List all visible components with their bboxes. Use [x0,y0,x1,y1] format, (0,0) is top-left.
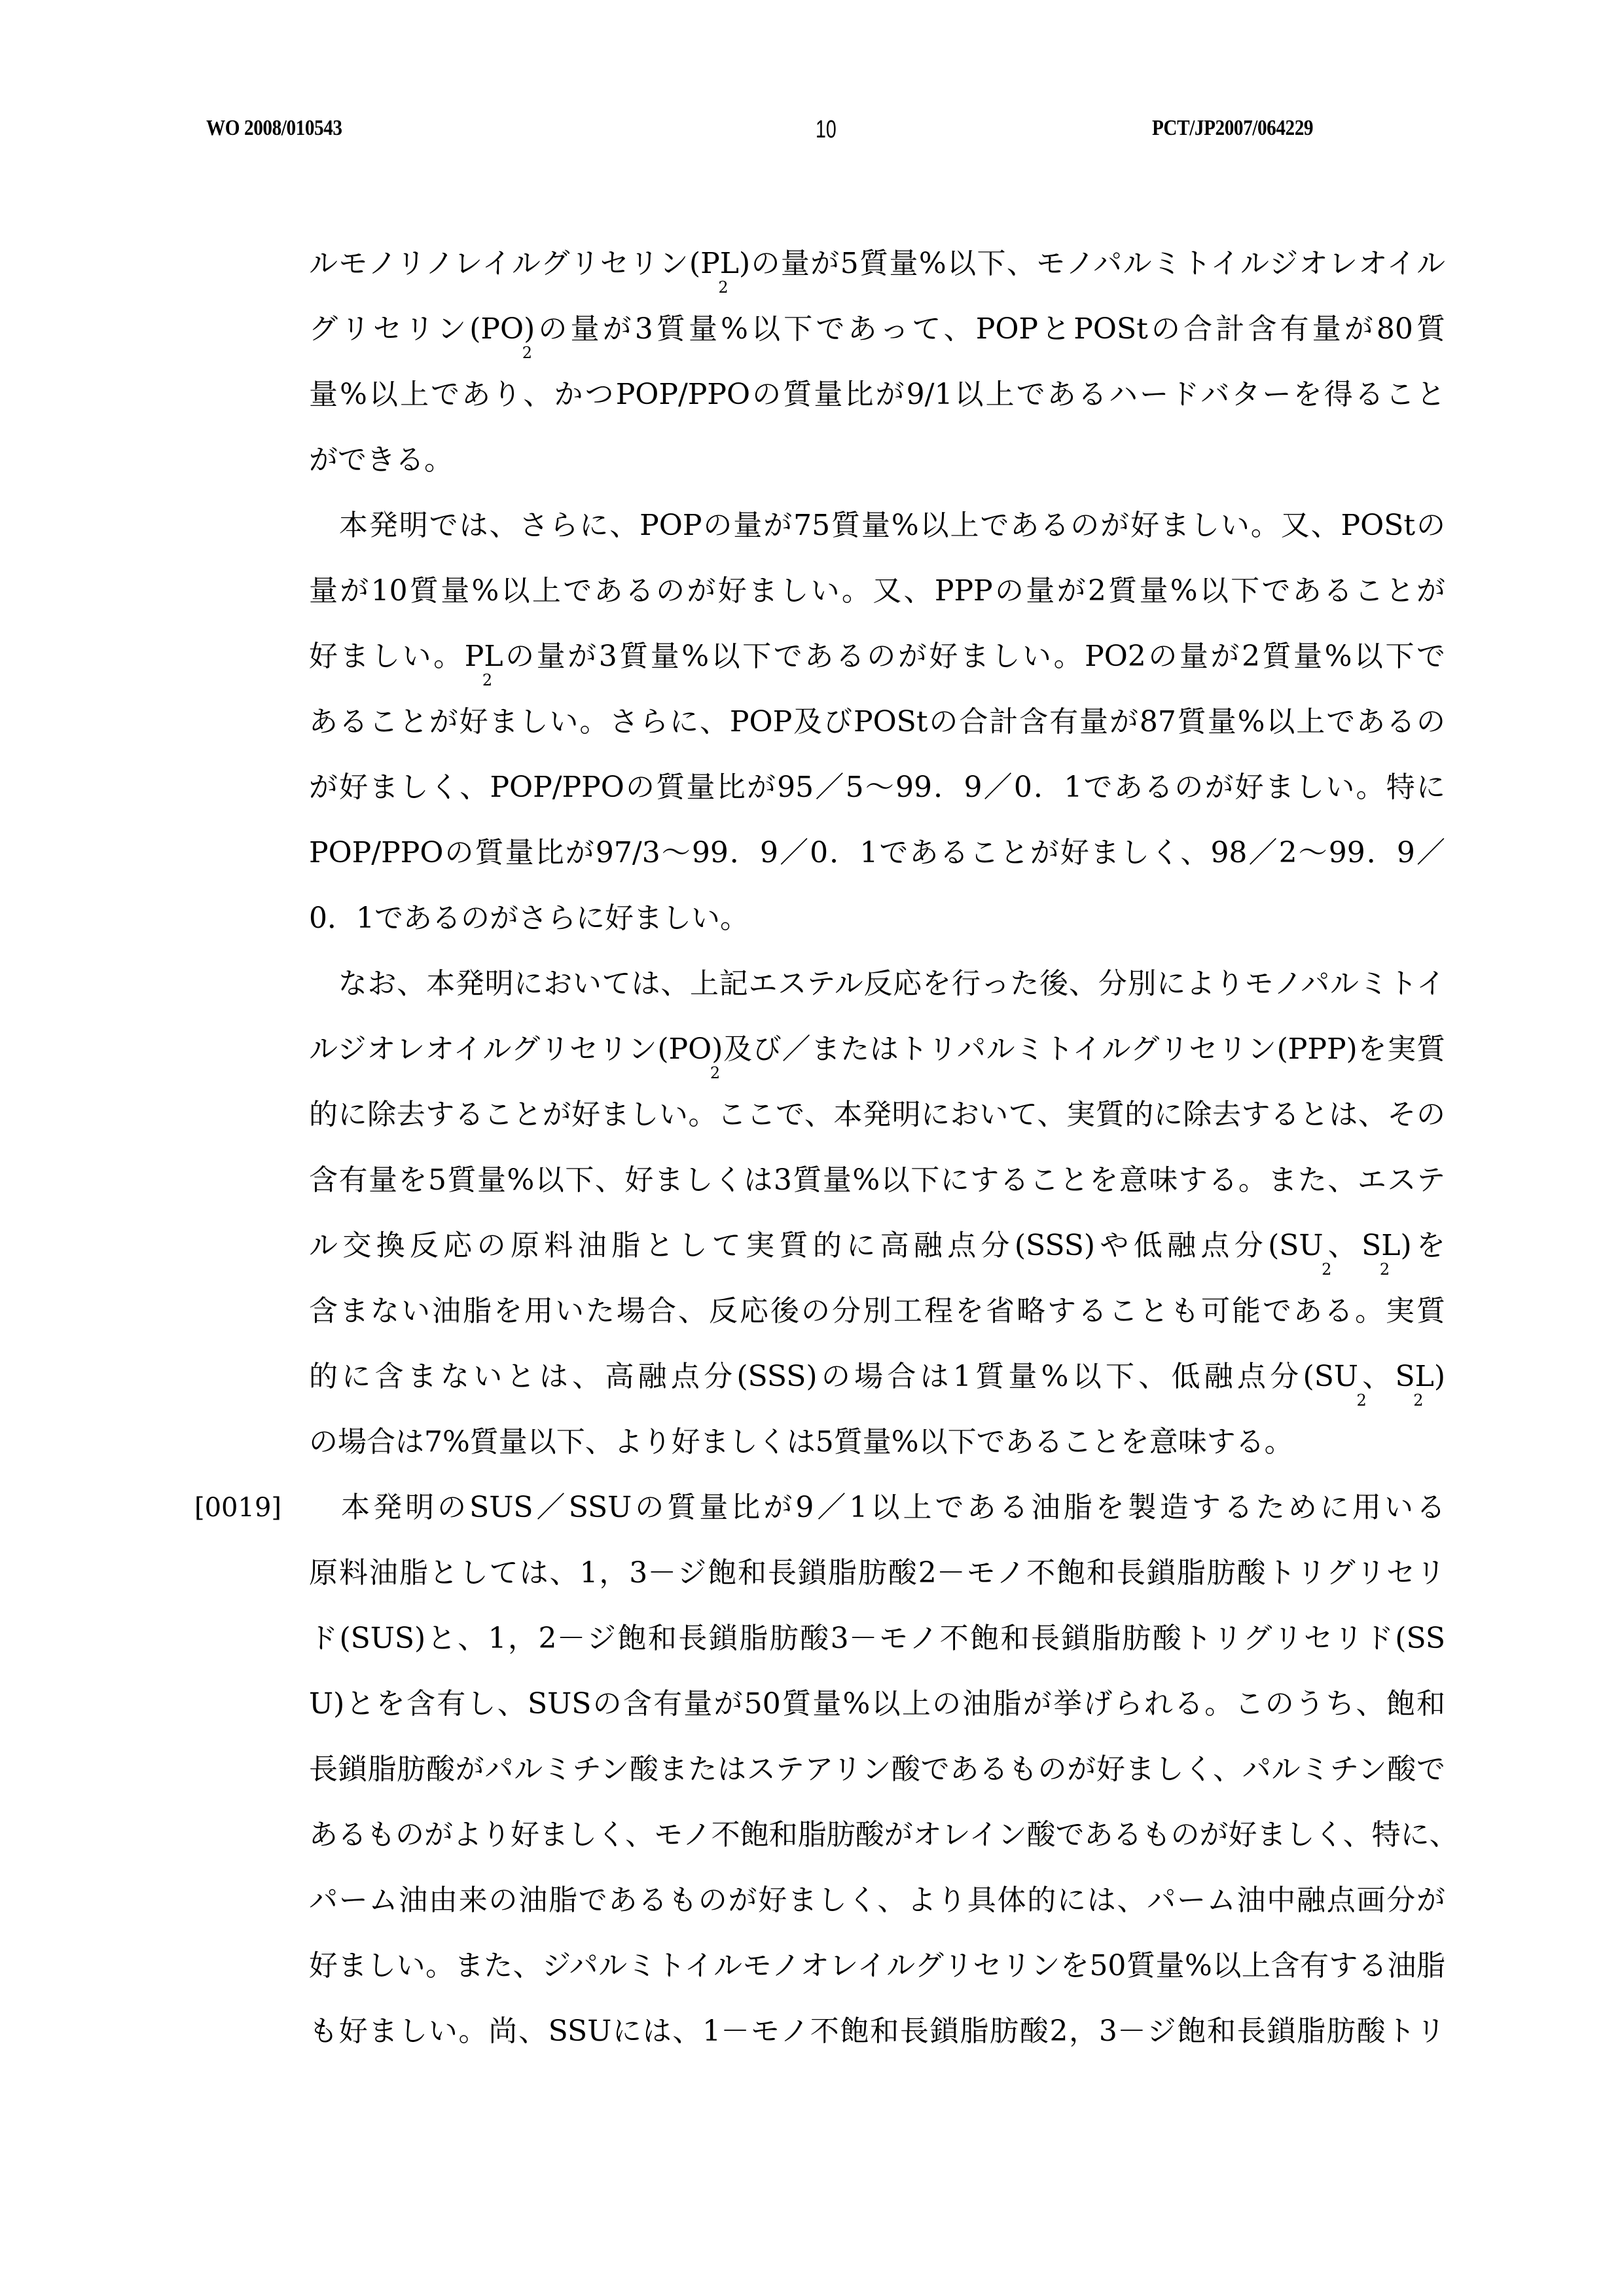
text-line [309,689,1445,755]
text-segment: 好ましい。P [309,640,484,673]
text-line [309,1279,1445,1344]
text-segment: 的に除去することが好ましい。ここで、本発明において、実質的に除去するとは、その [309,1098,1445,1131]
text-segment: 原料油脂としては、1，3－ジ飽和長鎖脂肪酸2－モノ不飽和長鎖脂肪酸トリグリセリ [309,1556,1445,1590]
text-line [309,951,1445,1017]
text-segment: )及び／またはトリパルミトイルグリセリン(PPP)を実質 [712,1032,1445,1066]
page-number: 10 [816,116,837,143]
text-segment: 長鎖脂肪酸がパルミチン酸またはステアリン酸であるものが好ましく、パルミチン酸で [309,1753,1445,1786]
text-line: 的に含まないとは、高融点分(SSS)の場合は1質量%以下、低融点分(SU2、S2L) [309,1360,1445,1410]
text-line [309,1933,1445,1999]
text-line [309,362,1445,428]
text-segment: Lの量が3質量%以下であるのが好ましい。PO2の量が2質量%以下で [484,640,1445,673]
text-segment: あるものがより好ましく、モノ不飽和脂肪酸がオレイン酸であるものが好ましく、特に、 [309,1818,1458,1851]
text-line: グリセリン(PO2)の量が3質量%以下であって、POPとPOStの合計含有量が80質 [309,312,1445,362]
paragraph-number: [0019] [194,1493,282,1523]
text-line [309,1671,1445,1737]
text-segment: 、S [1323,1229,1382,1262]
text-line [309,1999,1445,2064]
text-line [309,820,1445,886]
text-line [309,428,1445,493]
text-segment: ド(SUS)と、1，2－ジ飽和長鎖脂肪酸3－モノ不飽和長鎖脂肪酸トリグリセリド(SS [309,1622,1445,1655]
text-segment: が好ましく、POP/PPOの質量比が95／5～99．9／0．1であるのが好ましい。特に [309,771,1445,804]
text-segment: ル交換反応の原料油脂として実質的に高融点分(SSS)や低融点分(SU [309,1229,1324,1262]
text-segment: 、S [1358,1360,1415,1393]
text-line: ルモノリノレイルグリセリン(P2L)の量が5質量%以下、モノパルミトイルジオレオイル [309,247,1446,297]
text-line [309,1410,1445,1475]
text-segment: 量が10質量%以上であるのが好ましい。又、PPPの量が2質量%以下であることが [309,574,1445,608]
text-segment: も好ましい。尚、SSUには、1－モノ不飽和長鎖脂肪酸2，3－ジ飽和長鎖脂肪酸トリ [309,2014,1445,2048]
text-segment: ルモノリノレイルグリセリン(P [309,247,720,280]
application-number: PCT/JP2007/064229 [1152,116,1314,140]
text-segment: L)の量が5質量%以下、モノパルミトイルジオレオイル [719,247,1446,280]
text-line [309,1540,1445,1606]
text-segment: U)とを含有し、SUSの含有量が50質量%以上の油脂が挙げられる。このうち、飽和 [309,1687,1445,1721]
text-segment: L) [1415,1360,1445,1393]
text-segment: 好ましい。また、ジパルミトイルモノオレイルグリセリンを50質量%以上含有する油脂 [309,1949,1445,1982]
text-line [309,1082,1445,1148]
text-segment: POP/PPOの質量比が97/3～99．9／0．1であることが好ましく、98／2～99．9／ [309,836,1445,869]
publication-number: WO 2008/010543 [206,116,342,140]
text-line [309,1475,1445,1540]
text-segment: 量%以上であり、かつPOP/PPOの質量比が9/1以上であるハードバターを得ること [309,378,1445,411]
text-segment: グリセリン(PO [309,312,524,346]
text-line [309,1606,1445,1671]
text-line [309,558,1445,624]
text-segment: L)を [1381,1229,1445,1262]
text-segment: ができる。 [309,443,453,477]
text-segment: 含まない油脂を用いた場合、反応後の分別工程を省略することも可能である。実質 [309,1294,1445,1328]
text-segment: 0．1であるのがさらに好ましい。 [309,902,749,935]
text-segment: )の量が3質量%以下であって、POPとPOStの合計含有量が80質 [524,312,1445,346]
text-segment: なお、本発明においては、上記エステル反応を行った後、分別によりモノパルミトイ [309,967,1445,1000]
text-segment: ルジオレオイルグリセリン(PO [309,1032,712,1066]
text-line [309,1802,1458,1868]
text-segment: 本発明のSUS／SSUの質量比が9／1以上である油脂を製造するために用いる [309,1491,1445,1524]
text-line [309,1868,1445,1933]
text-line [309,886,1445,951]
text-line: ルジオレオイルグリセリン(PO2)及び／またはトリパルミトイルグリセリン(PPP)を実質 [309,1032,1445,1082]
text-line [309,1737,1445,1802]
text-line [309,1148,1445,1213]
text-segment: 本発明では、さらに、POPの量が75質量%以上であるのが好ましい。又、POStの [309,509,1445,542]
text-line [309,755,1445,820]
text-segment: 的に含まないとは、高融点分(SSS)の場合は1質量%以下、低融点分(SU [309,1360,1358,1393]
text-line: 好ましい。P2Lの量が3質量%以下であるのが好ましい。PO2の量が2質量%以下で [309,640,1445,689]
text-line [309,493,1445,558]
text-segment: あることが好ましい。さらに、POP及びPOStの合計含有量が87質量%以上であるの [309,705,1445,738]
text-segment: 含有量を5質量%以下、好ましくは3質量%以下にすることを意味する。また、エステ [309,1163,1445,1197]
text-segment: パーム油由来の油脂であるものが好ましく、より具体的には、パーム油中融点画分が [309,1884,1445,1917]
text-segment: の場合は7%質量以下、より好ましくは5質量%以下であることを意味する。 [309,1425,1293,1459]
text-line: ル交換反応の原料油脂として実質的に高融点分(SSS)や低融点分(SU2、S2L)を [309,1229,1445,1279]
